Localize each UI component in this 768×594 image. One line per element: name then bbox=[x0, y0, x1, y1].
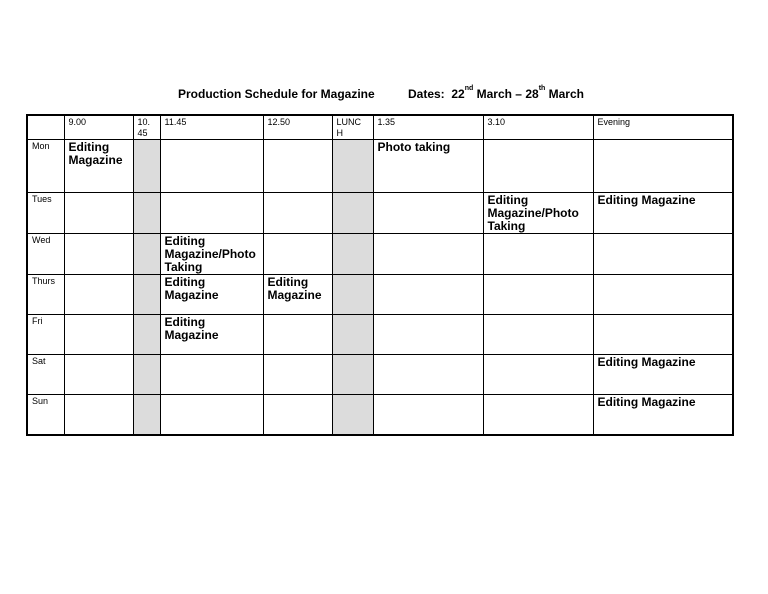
table-row bbox=[27, 355, 733, 395]
schedule-cell bbox=[263, 140, 332, 193]
schedule-cell bbox=[133, 193, 160, 234]
end-day: 28 bbox=[525, 87, 539, 101]
table-row bbox=[27, 140, 733, 193]
day-label: Wed bbox=[27, 234, 64, 275]
schedule-cell bbox=[64, 355, 133, 395]
schedule-cell bbox=[160, 140, 263, 193]
column-header: 1.35 bbox=[373, 115, 483, 140]
schedule-cell bbox=[593, 234, 733, 275]
table-row bbox=[27, 234, 733, 275]
schedule-cell bbox=[133, 275, 160, 315]
schedule-cell: Editing Magazine bbox=[263, 275, 332, 315]
table-row bbox=[27, 275, 733, 315]
date-range bbox=[408, 87, 584, 101]
header-row bbox=[27, 115, 733, 140]
schedule-cell bbox=[64, 234, 133, 275]
schedule-cell bbox=[332, 234, 373, 275]
document-title bbox=[0, 87, 768, 103]
day-label: Thurs bbox=[27, 275, 64, 315]
start-month: March – bbox=[476, 87, 522, 101]
column-header: 9.00 bbox=[64, 115, 133, 140]
column-header: Evening bbox=[593, 115, 733, 140]
schedule-cell bbox=[64, 395, 133, 436]
schedule-cell bbox=[160, 193, 263, 234]
day-label: Sat bbox=[27, 355, 64, 395]
day-label: Tues bbox=[27, 193, 64, 234]
schedule-cell bbox=[64, 275, 133, 315]
schedule-cell bbox=[263, 355, 332, 395]
schedule-cell bbox=[332, 355, 373, 395]
schedule-cell bbox=[593, 275, 733, 315]
schedule-cell bbox=[263, 395, 332, 436]
schedule-cell bbox=[332, 275, 373, 315]
schedule-cell bbox=[133, 315, 160, 355]
table-row bbox=[27, 315, 733, 355]
schedule-table bbox=[26, 114, 734, 436]
schedule-cell bbox=[483, 140, 593, 193]
schedule-cell bbox=[483, 355, 593, 395]
schedule-cell bbox=[133, 140, 160, 193]
schedule-cell bbox=[593, 315, 733, 355]
schedule-cell bbox=[332, 395, 373, 436]
schedule-cell bbox=[64, 315, 133, 355]
schedule-cell: Editing Magazine bbox=[64, 140, 133, 193]
day-label: Fri bbox=[27, 315, 64, 355]
start-suffix: nd bbox=[464, 85, 474, 92]
schedule-cell: Editing Magazine bbox=[160, 315, 263, 355]
schedule-cell bbox=[332, 140, 373, 193]
schedule-cell bbox=[332, 193, 373, 234]
schedule-cell bbox=[483, 275, 593, 315]
schedule-cell bbox=[373, 193, 483, 234]
column-header: LUNC H bbox=[332, 115, 373, 140]
schedule-cell: Editing Magazine bbox=[593, 193, 733, 234]
schedule-cell bbox=[373, 355, 483, 395]
schedule-cell bbox=[373, 234, 483, 275]
table-row bbox=[27, 395, 733, 436]
day-label: Mon bbox=[27, 140, 64, 193]
schedule-cell: Photo taking bbox=[373, 140, 483, 193]
schedule-cell: Editing Magazine bbox=[160, 275, 263, 315]
column-header: 3.10 bbox=[483, 115, 593, 140]
schedule-cell: Editing Magazine/Photo Taking bbox=[160, 234, 263, 275]
schedule-title: Production Schedule for Magazine bbox=[178, 87, 375, 101]
schedule-cell: Editing Magazine bbox=[593, 395, 733, 436]
schedule-cell bbox=[332, 315, 373, 355]
schedule-cell bbox=[483, 234, 593, 275]
schedule-cell bbox=[483, 395, 593, 436]
schedule-cell bbox=[263, 234, 332, 275]
end-month: March bbox=[548, 87, 584, 101]
schedule-cell bbox=[373, 395, 483, 436]
schedule-cell bbox=[133, 234, 160, 275]
schedule-cell bbox=[373, 315, 483, 355]
schedule-cell bbox=[593, 140, 733, 193]
day-label: Sun bbox=[27, 395, 64, 436]
end-suffix: th bbox=[538, 85, 546, 92]
schedule-cell bbox=[133, 395, 160, 436]
table-row bbox=[27, 193, 733, 234]
start-day: 22 bbox=[451, 87, 465, 101]
schedule-cell bbox=[160, 395, 263, 436]
schedule-cell: Editing Magazine/Photo Taking bbox=[483, 193, 593, 234]
schedule-cell bbox=[263, 193, 332, 234]
column-header: 10. 45 bbox=[133, 115, 160, 140]
schedule-cell bbox=[263, 315, 332, 355]
schedule-cell bbox=[483, 315, 593, 355]
dates-label: Dates: bbox=[408, 87, 445, 101]
schedule-cell bbox=[133, 355, 160, 395]
column-header: 12.50 bbox=[263, 115, 332, 140]
column-header bbox=[27, 115, 64, 140]
schedule-cell: Editing Magazine bbox=[593, 355, 733, 395]
schedule-cell bbox=[64, 193, 133, 234]
schedule-cell bbox=[373, 275, 483, 315]
column-header: 11.45 bbox=[160, 115, 263, 140]
schedule-cell bbox=[160, 355, 263, 395]
